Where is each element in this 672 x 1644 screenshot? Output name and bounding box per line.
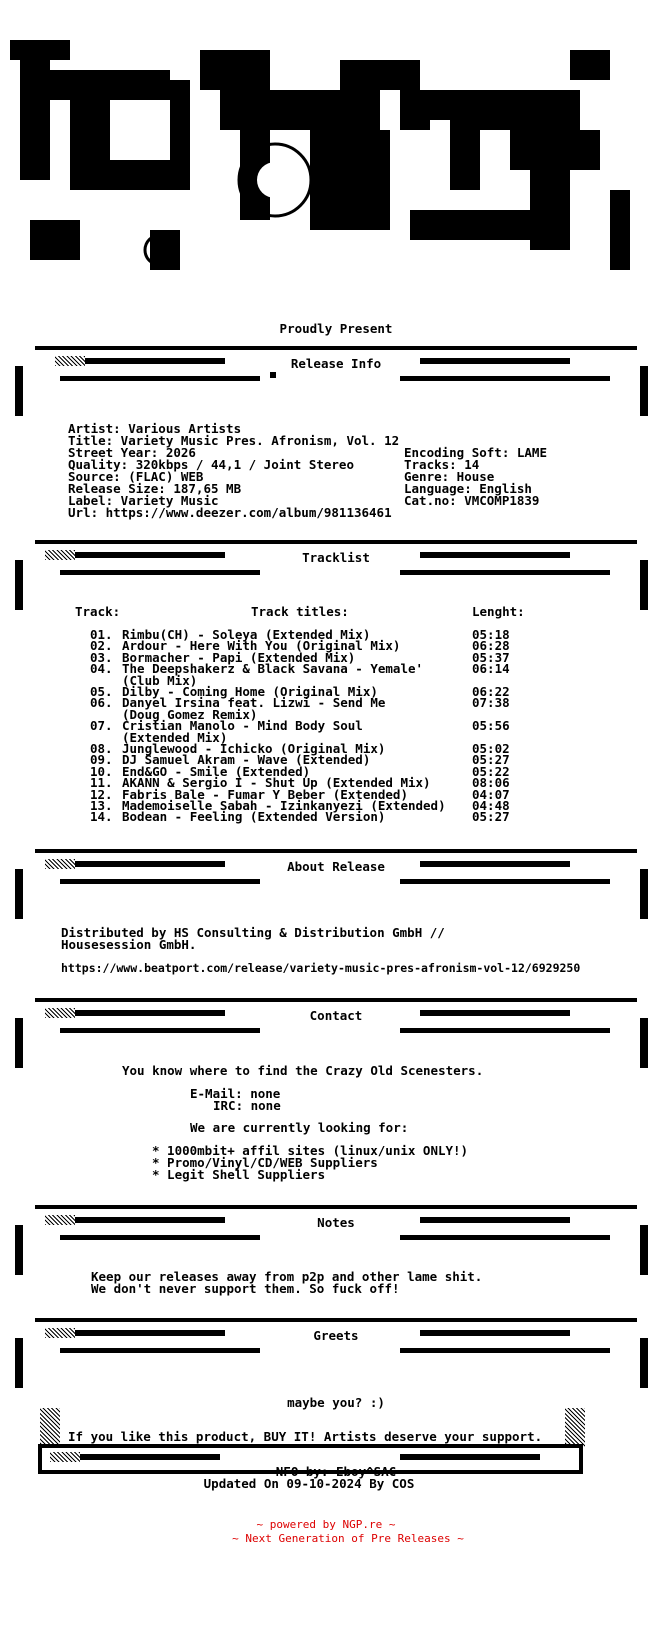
group-logo-art xyxy=(10,10,660,330)
track-number: 07. xyxy=(90,718,113,734)
track-title: End&GO - Smile (Extended) xyxy=(122,763,311,779)
track-title: Rimbu(CH) - Soleya (Extended Mix) xyxy=(122,627,371,642)
track-title-cont: (Club Mix) xyxy=(122,672,198,688)
track-title: Danyel Irsina feat. Lizwi - Send Me xyxy=(122,695,386,711)
track-length: 05:37 xyxy=(472,649,510,665)
info-language: Language: English xyxy=(404,481,532,496)
track-title: The Deepshakerz & Black Savana - Yemale' xyxy=(122,661,424,677)
track-length: 06:28 xyxy=(472,638,510,654)
section-title-notes: Notes xyxy=(317,1215,355,1230)
track-length: 05:02 xyxy=(472,741,510,756)
section-header-release xyxy=(0,346,672,426)
greets-line-2: If you like this product, BUY IT! Artists deserve your support. xyxy=(68,1429,543,1444)
nfo-credit: NFO by: Eboy^SAC xyxy=(275,1464,397,1479)
titles-header: Track titles: xyxy=(251,604,349,619)
track-number: 06. xyxy=(90,695,113,711)
intro-text: Proudly Present xyxy=(279,321,393,336)
powered-by-link[interactable]: ~ powered by NGP.re ~ xyxy=(256,1518,396,1531)
info-encoder: Encoding Soft: LAME xyxy=(404,445,547,460)
track-length: 05:56 xyxy=(472,718,510,734)
track-number: 10. xyxy=(90,763,113,779)
track-number: 13. xyxy=(90,798,113,813)
track-header: Track: xyxy=(75,604,121,619)
info-url: Url: https://www.deezer.com/album/981136461 xyxy=(68,505,392,520)
track-title: Cristian Manolo - Mind Body Soul xyxy=(122,718,363,734)
track-number: 03. xyxy=(90,649,113,665)
track-title: Ardour - Here With You (Original Mix) xyxy=(122,638,401,654)
contact-line: You know where to find the Crazy Old Scenesters. xyxy=(122,1063,484,1078)
track-number: 08. xyxy=(90,741,113,756)
track-length: 05:22 xyxy=(472,763,510,779)
info-year: Street Year: 2026 xyxy=(68,445,196,460)
info-title: Title: Variety Music Pres. Afronism, Vol. 12 xyxy=(68,433,400,448)
ngp-tagline: ~ Next Generation of Pre Releases ~ xyxy=(232,1532,464,1545)
info-genre: Genre: House xyxy=(404,469,495,484)
notes-line-1: Keep our releases away from p2p and other lame shit. xyxy=(91,1269,483,1284)
section-header-greets xyxy=(0,1318,672,1398)
track-title: Mademoiselle Sabah - Izinkanyezi (Extended) xyxy=(122,798,446,813)
track-title: AKANN & Sergio I - Shut Up (Extended Mix) xyxy=(122,775,431,791)
section-title-tracklist: Tracklist xyxy=(302,550,370,565)
section-title-contact: Contact xyxy=(309,1008,363,1023)
section-title-greets: Greets xyxy=(313,1328,359,1343)
section-header-about xyxy=(0,849,672,929)
updated-credit: Updated On 09-10-2024 By COS xyxy=(203,1476,415,1491)
track-length: 04:48 xyxy=(472,798,510,813)
track-length: 06:22 xyxy=(472,684,510,699)
track-title: Fabris Bale - Fumar Y Beber (Extended) xyxy=(122,786,408,802)
about-line-2: Housesession GmbH. xyxy=(61,937,197,952)
track-length: 04:07 xyxy=(472,786,510,802)
info-quality: Quality: 320kbps / 44,1 / Joint Stereo xyxy=(68,457,354,472)
track-number: 11. xyxy=(90,775,113,791)
contact-irc: IRC: none xyxy=(213,1098,281,1113)
info-label: Label: Variety Music xyxy=(68,493,219,508)
track-title: Bodean - Feeling (Extended Version) xyxy=(122,809,386,825)
notes-line-2: We don't never support them. So fuck off! xyxy=(91,1281,400,1296)
track-title-cont: (Extended Mix) xyxy=(122,729,228,745)
about-url-link[interactable]: https://www.beatport.com/release/variety-music-pres-afronism-vol-12/6929250 xyxy=(61,961,581,975)
track-length: 05:27 xyxy=(472,752,510,768)
info-size: Release Size: 187,65 MB xyxy=(68,481,242,496)
track-number: 12. xyxy=(90,786,113,802)
track-number: 04. xyxy=(90,661,113,677)
track-length: 05:27 xyxy=(472,809,510,825)
track-length: 06:14 xyxy=(472,661,510,677)
track-number: 05. xyxy=(90,684,113,699)
info-source: Source: (FLAC) WEB xyxy=(68,469,204,484)
track-number: 14. xyxy=(90,809,113,825)
info-catno: Cat.no: VMCOMP1839 xyxy=(404,493,540,508)
track-title-cont: (Doug Gomez Remix) xyxy=(122,706,258,722)
contact-email: E-Mail: none xyxy=(190,1086,281,1101)
contact-looking: We are currently looking for: xyxy=(190,1120,409,1135)
info-artist: Artist: Various Artists xyxy=(68,421,242,436)
contact-item-3: * Legit Shell Suppliers xyxy=(152,1167,326,1182)
track-length: 05:18 xyxy=(472,627,510,642)
section-title-about: About Release xyxy=(287,859,385,874)
track-title: Dilby - Coming Home (Original Mix) xyxy=(122,684,378,699)
section-title-release: Release Info xyxy=(290,356,382,371)
track-number: 02. xyxy=(90,638,113,654)
track-length: 08:06 xyxy=(472,775,510,791)
track-number: 01. xyxy=(90,627,113,642)
contact-item-1: * 1000mbit+ affil sites (linux/unix ONLY!) xyxy=(152,1143,469,1158)
track-length: 07:38 xyxy=(472,695,510,711)
track-number: 09. xyxy=(90,752,113,768)
track-title: DJ Samuel Akram - Wave (Extended) xyxy=(122,752,371,768)
length-header: Lenght: xyxy=(472,604,525,619)
track-title: Bormacher - Papi (Extended Mix) xyxy=(122,649,356,665)
about-line-1: Distributed by HS Consulting & Distribution GmbH // xyxy=(61,925,445,940)
contact-item-2: * Promo/Vinyl/CD/WEB Suppliers xyxy=(152,1155,378,1170)
track-title: Junglewood - Ichicko (Original Mix) xyxy=(122,741,386,756)
greets-line-1: maybe you? :) xyxy=(287,1395,385,1410)
info-tracks: Tracks: 14 xyxy=(404,457,480,472)
